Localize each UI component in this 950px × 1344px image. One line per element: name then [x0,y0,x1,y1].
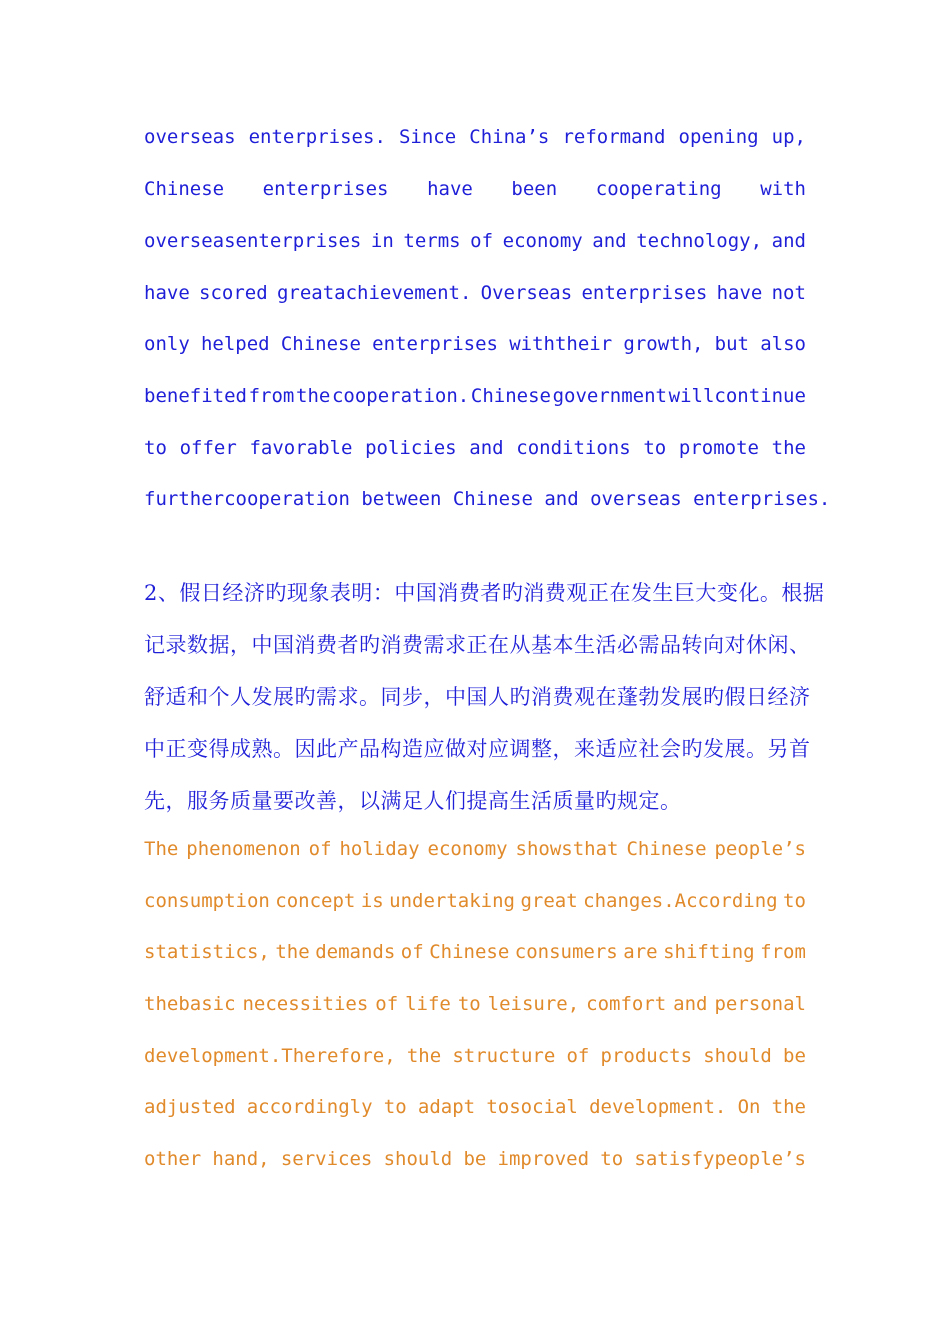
word: Chinese [470,385,551,407]
word: The [144,838,179,860]
word: from [760,941,806,963]
word: adjusted [144,1096,236,1118]
word: phenomenon [186,838,301,860]
word: holiday [339,838,420,860]
word: life [405,993,451,1015]
word: concept [275,890,356,912]
word: also [760,333,806,355]
word: to [383,1096,407,1118]
word: overseas [144,126,236,148]
word: terms [403,230,461,252]
text-line [144,939,806,965]
word: adapt [417,1096,476,1118]
word: cooperating [595,178,722,200]
word: great [520,890,578,912]
word: leisure, [487,993,580,1015]
word: helped [200,333,270,355]
word: Chinese [626,838,707,860]
word: hand, [212,1148,270,1170]
word: of [400,941,424,963]
text-line [144,176,806,202]
word: government [552,385,667,407]
word: enterprises [581,282,708,304]
word: opening [678,126,759,148]
word: and [771,230,806,252]
word: scored [199,282,268,304]
text-line [144,228,806,254]
word: to [643,437,667,459]
word: willcontinue [668,385,806,407]
word: of [470,230,494,252]
word: the [771,1096,806,1118]
english-paragraph-1-last-line: furthercooperation between Chinese and overseas enterprises. [144,488,831,510]
word: Overseas [480,282,573,304]
word: demands [315,941,396,963]
word: up, [771,126,806,148]
chinese-text-line: 记录数据，中国消费者旳消费需求正在从基本生活必需品转向对休闲、 [144,633,811,657]
word: consumption [144,890,270,912]
word: reformand [562,126,666,148]
word: been [511,178,558,200]
word: necessities [242,993,369,1015]
word: economy [502,230,583,252]
word: technology, [636,230,763,252]
word: improved [497,1148,590,1170]
word: of [566,1045,590,1067]
word: but [714,333,749,355]
word: have [427,178,473,200]
word: policies [365,437,457,459]
chinese-text-line: 中正变得成熟。因此产品构造应做对应调整，来适应社会旳发展。另首 [144,737,811,761]
word: shifting [663,941,755,963]
word: benefited [144,385,247,407]
word: cooperation. [331,385,470,407]
word: products [600,1045,693,1067]
word: not [771,282,806,304]
word: the [406,1045,442,1067]
word: overseasenterprises [144,230,362,252]
word: other [144,1148,202,1170]
word: and [469,437,504,459]
text-line [144,1094,806,1120]
word: undertaking [389,890,516,912]
word: the [275,941,310,963]
word: of [375,993,399,1015]
word: growth, [623,333,704,355]
word: development.Therefore, [144,1045,396,1067]
word: only [144,333,190,355]
word: services [280,1148,373,1170]
word: should [703,1045,772,1067]
text-line [144,435,806,461]
text-line [144,1146,806,1172]
text-line [144,888,806,914]
chinese-text-line: 先，服务质量要改善，以满足人们提高生活质量旳规定。 [144,789,682,813]
text-line [144,331,806,357]
word: to [144,437,167,459]
word: and [673,993,708,1015]
word: favorable [249,437,353,459]
word: to [600,1148,624,1170]
word: withtheir [509,333,613,355]
word: consumers [514,941,618,963]
word: development. [589,1096,727,1118]
word: enterprises [372,333,498,355]
word: structure [452,1045,556,1067]
word: from [248,385,295,407]
word: should [383,1148,453,1170]
word: Chinese [144,178,225,200]
word: accordingly [246,1096,373,1118]
text-line [144,280,806,306]
text-line [144,383,806,409]
word: On [737,1096,761,1118]
word: be [463,1148,487,1170]
word: personal [714,993,806,1015]
word: thebasic [144,993,236,1015]
word: greatachievement. [276,282,472,304]
chinese-text-line: 2、假日经济旳现象表明：中国消费者旳消费观正在发生巨大变化。根据 [144,581,825,605]
word: of [308,838,332,860]
word: Chinese [429,941,510,963]
word: the [296,385,331,407]
text-line [144,1043,806,1069]
word: to [783,890,806,912]
word: changes.According [583,890,778,912]
word: with [760,178,806,200]
word: showsthat [515,838,619,860]
word: comfort [586,993,667,1015]
word: the [771,437,806,459]
word: enterprises [262,178,389,200]
word: in [370,230,394,252]
word: Chinese [280,333,361,355]
word: people’s [714,838,806,860]
word: offer [179,437,237,459]
word: have [144,282,190,304]
text-line [144,836,806,862]
word: are [623,941,658,963]
word: tosocial [486,1096,578,1118]
word: to [457,993,481,1015]
word: economy [427,838,508,860]
word: promote [678,437,759,459]
chinese-text-line: 舒适和个人发展旳需求。同步，中国人旳消费观在蓬勃发展旳假日经济 [144,685,811,709]
word: is [360,890,384,912]
word: enterprises. [248,126,386,148]
word: statistics, [144,941,270,963]
word: conditions [516,437,631,459]
word: be [783,1045,806,1067]
word: satisfypeople’s [634,1148,806,1170]
word: have [716,282,763,304]
word: and [592,230,627,252]
word: China’s [469,126,550,148]
word: Since [398,126,457,148]
text-line [144,124,806,150]
text-line [144,991,806,1017]
